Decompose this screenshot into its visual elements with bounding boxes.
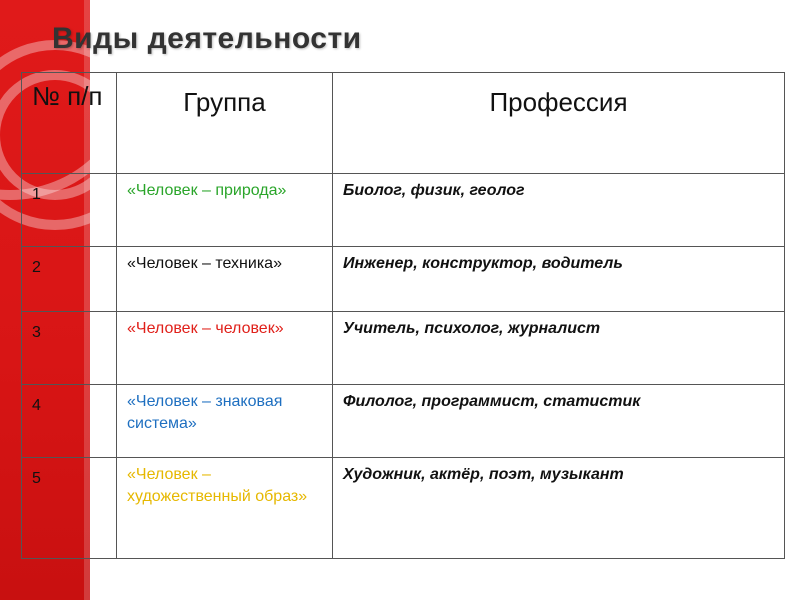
row-group: «Человек – знаковая система» bbox=[117, 385, 333, 458]
professions-table bbox=[21, 72, 785, 559]
table-row bbox=[22, 458, 785, 559]
row-number: 5 bbox=[22, 458, 117, 559]
header-number: № п/п bbox=[22, 73, 117, 174]
table-row bbox=[22, 312, 785, 385]
row-profession: Учитель, психолог, журналист bbox=[333, 312, 785, 385]
row-profession: Инженер, конструктор, водитель bbox=[333, 247, 785, 312]
row-number: 3 bbox=[22, 312, 117, 385]
row-group: «Человек – художественный образ» bbox=[117, 458, 333, 559]
row-group: «Человек – техника» bbox=[117, 247, 333, 312]
header-profession: Профессия bbox=[333, 73, 785, 174]
row-profession: Филолог, программист, статистик bbox=[333, 385, 785, 458]
header-group: Группа bbox=[117, 73, 333, 174]
row-number: 1 bbox=[22, 174, 117, 247]
table-row bbox=[22, 174, 785, 247]
row-number: 2 bbox=[22, 247, 117, 312]
row-number: 4 bbox=[22, 385, 117, 458]
row-group: «Человек – человек» bbox=[117, 312, 333, 385]
slide-title: Виды деятельности bbox=[52, 22, 362, 55]
row-profession: Художник, актёр, поэт, музыкант bbox=[333, 458, 785, 559]
table-header-row bbox=[22, 73, 785, 174]
table-row bbox=[22, 385, 785, 458]
row-group: «Человек – природа» bbox=[117, 174, 333, 247]
table-row bbox=[22, 247, 785, 312]
row-profession: Биолог, физик, геолог bbox=[333, 174, 785, 247]
